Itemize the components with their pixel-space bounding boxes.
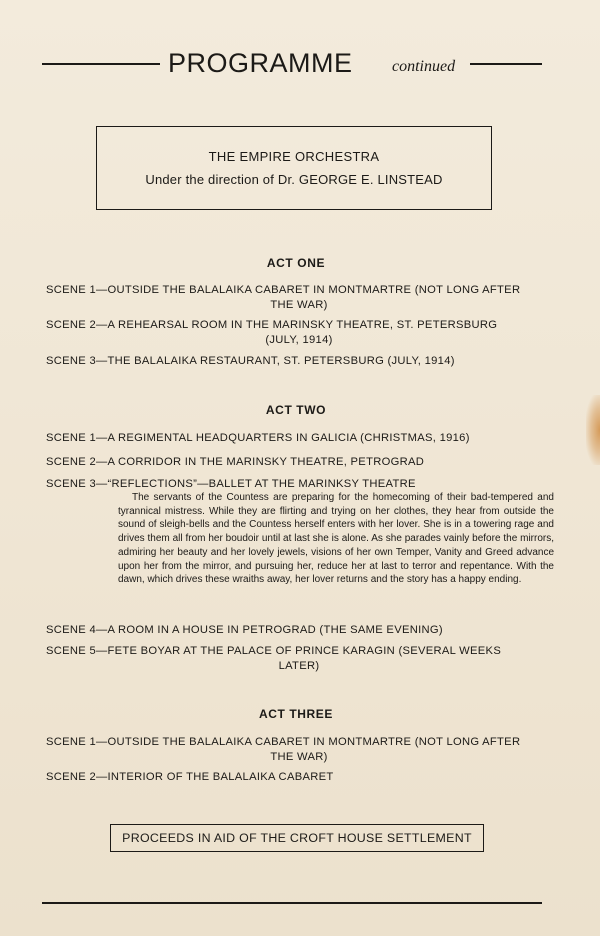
bottom-rule [42,902,542,904]
programme-header [42,44,542,84]
scene-label: SCENE 2—INTERIOR OF THE BALALAIKA CABARET [46,771,334,783]
scene-label: SCENE 4—A ROOM IN A HOUSE IN PETROGRAD (THE SAME EVENING) [46,624,443,636]
header-rule-left [42,63,160,65]
act-one-scene-2 [46,318,552,348]
scene-continuation: LATER) [278,660,320,672]
act-two-scene-2 [46,455,552,470]
scene-label: SCENE 2—A CORRIDOR IN THE MARINSKY THEATRE, PETROGRAD [46,456,425,468]
act-two-scene-3 [46,477,552,492]
scene-label: SCENE 2—A REHEARSAL ROOM IN THE MARINSKY THEATRE, ST. PETERSBURG [46,319,498,331]
header-rule-right [470,63,542,65]
act-three-scene-1 [46,735,552,765]
ballet-description: The servants of the Countess are preparing for the homecoming of their bad-tempered and tyrannical mistress. While they are flirting and trying on her clothes, they hear from outside the sound of sleigh-bells and the Countess herself enters with her lover. She is in a towering rage and drives them all from her boudoir until at last she is alone. As she parades vainly before the mirrors, admiring her beauty and her lovely jewels, visions of her own Temper, Vanity and Greed advance upon her from the mirror, and pursuing her, reduce her at last to terror and repentance. With the dawn, which drives these wraiths away, her lover returns and the story has a happy ending. [118,492,554,586]
act-three-heading: ACT THREE [258,707,334,721]
page-title: PROGRAMME [168,48,353,78]
act-two-scene-1 [46,431,552,446]
scene-continuation: THE WAR) [270,299,328,311]
act-two-scene-5 [46,644,552,674]
scene-continuation: (JULY, 1914) [265,334,333,346]
act-one-scene-1 [46,283,552,313]
scene-label: SCENE 3—“REFLECTIONS”—BALLET AT THE MARINKSY THEATRE [46,478,416,490]
scene-label: SCENE 3—THE BALALAIKA RESTAURANT, ST. PETERSBURG (JULY, 1914) [46,355,455,367]
continued-label: continued [392,58,456,75]
orchestra-box [96,126,492,210]
act-one-scene-3 [46,354,552,369]
proceeds-notice: PROCEEDS IN AID OF THE CROFT HOUSE SETTLEMENT [110,824,484,852]
scene-label: SCENE 1—A REGIMENTAL HEADQUARTERS IN GALICIA (CHRISTMAS, 1916) [46,432,470,444]
scene-continuation: THE WAR) [270,751,328,763]
scene-label: SCENE 5—FETE BOYAR AT THE PALACE OF PRINCE KARAGIN (SEVERAL WEEKS [46,645,502,657]
act-two-heading: ACT TWO [265,403,327,417]
act-one-heading: ACT ONE [266,256,326,270]
orchestra-direction: Under the direction of Dr. GEORGE E. LINSTEAD [145,172,443,187]
scene-label: SCENE 1—OUTSIDE THE BALALAIKA CABARET IN MONTMARTRE (NOT LONG AFTER [46,284,521,296]
orchestra-name: THE EMPIRE ORCHESTRA [208,149,380,164]
act-two-scene-4 [46,623,552,638]
act-three-scene-2 [46,770,552,785]
scene-label: SCENE 1—OUTSIDE THE BALALAIKA CABARET IN MONTMARTRE (NOT LONG AFTER [46,736,521,748]
